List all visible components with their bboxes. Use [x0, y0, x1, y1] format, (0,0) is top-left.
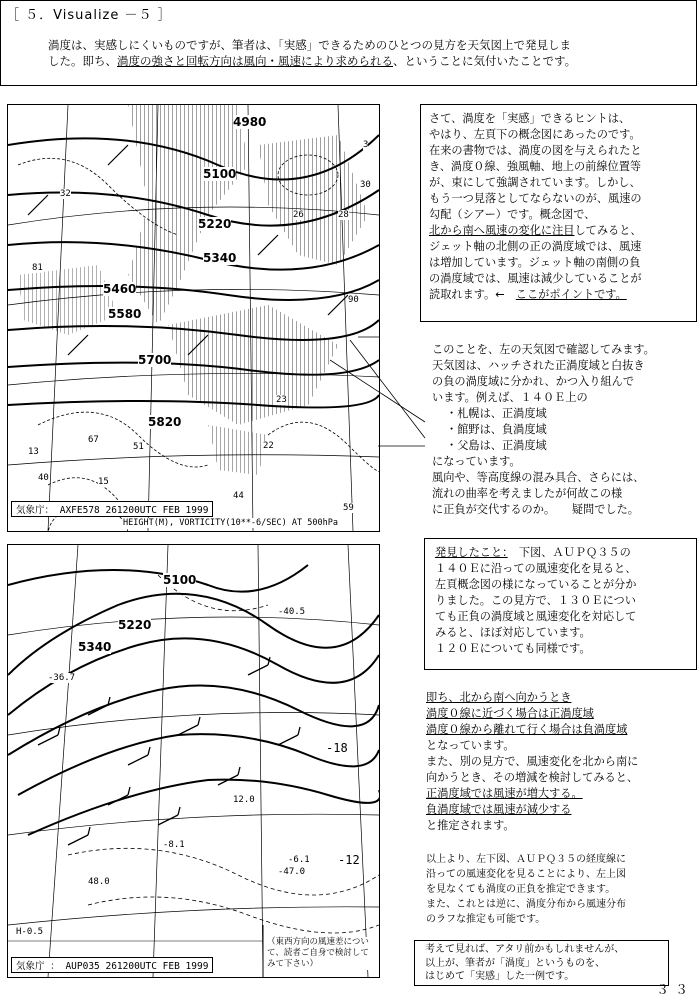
text-line: 正渦度域では風速が増大する。	[426, 787, 583, 800]
contour-label-5340: 5340	[78, 640, 112, 654]
text-line: 勾配（シアー）です。概念図で、	[429, 208, 596, 221]
discovery-text	[435, 545, 686, 657]
list-item: ・父島は、正渦度域	[446, 439, 547, 452]
underlined-phrase: ここがポイントです。	[515, 288, 627, 301]
text-line: また、別の見方で、風速変化を北から南に	[426, 755, 639, 768]
text-line: １４０Ｅに沿っての風速変化を見ると、	[435, 562, 637, 575]
map-number: 40	[38, 473, 49, 483]
text-line: 左頁概念図の様になっていることが分か	[435, 578, 637, 591]
text-line: さて、渦度を「実感」できるヒントは、	[429, 112, 631, 125]
text-line: やはり、左頁下の概念図にあったのです。	[429, 128, 641, 141]
text-line	[429, 223, 688, 239]
conclusion	[426, 690, 698, 834]
map-number: 51	[133, 442, 144, 452]
text-line: のラフな推定も可能です。	[426, 914, 546, 925]
list-item: ・館野は、負渦度域	[446, 423, 547, 436]
text-line: ても正負の渦度域と風速変化を対応して	[435, 610, 637, 623]
text-line: は増加しています。ジェット軸の南側の負	[429, 256, 641, 269]
text-line: き、渦度０線、強風軸、地上の前線位置等	[429, 160, 642, 173]
text-line: もう一つ見落としてならないのが、風速の	[429, 192, 642, 205]
text-line: 天気図は、ハッチされた正渦度域と白抜き	[432, 359, 645, 372]
header-text	[48, 37, 688, 69]
text-line: 以上より、左下図、ＡＵＰＱ３５の経度線に	[426, 854, 626, 865]
text-line: 以上が、筆者が「渦度」というものを、	[425, 957, 605, 969]
text-line: りました。この見方で、１３０Ｅについ	[435, 594, 636, 607]
text-line: １２０Ｅについても同様です。	[435, 642, 591, 655]
contour-label-5100: 5100	[163, 573, 197, 587]
list-item: ・札幌は、正渦度域	[446, 407, 547, 420]
text-line: 風向や、等高度線の混み具合、さらには、	[432, 471, 645, 484]
text-span: 読取れます。←	[429, 288, 516, 301]
header-line-2-pre: した。即ち、	[48, 54, 117, 68]
text-line: と推定されます。	[426, 819, 515, 832]
wind-value: -47.0	[278, 867, 306, 877]
map-number: 30	[360, 180, 371, 190]
contour-label-5700: 5700	[138, 353, 172, 367]
text-line: に正負が交代するのか。 疑問でした。	[432, 503, 639, 516]
wind-value: -8.1	[163, 840, 185, 850]
text-line: 即ち、北から南へ向かうとき	[426, 691, 572, 704]
wind-value: -18	[326, 741, 348, 755]
text-line	[435, 545, 686, 561]
header-line-2-post: 、ということに気付いたことです。	[393, 54, 577, 68]
page-number: ３３	[655, 983, 694, 998]
map-number: 13	[28, 447, 39, 457]
map-number: 22	[263, 441, 274, 451]
map-number: 32	[60, 189, 71, 199]
text-line: 在来の書物では、渦度の図を与えられたと	[429, 144, 642, 157]
closing-text	[425, 943, 658, 984]
closing-box	[414, 940, 669, 986]
text-line	[429, 287, 688, 303]
wind-value: -36.7	[48, 673, 76, 683]
text-line: はじめて「実感」した一例です。	[425, 971, 575, 982]
text-line: となっています。	[426, 739, 515, 752]
text-line: 向かうとき、その増減を検討してみると、	[426, 771, 639, 784]
text-line: 渦度０線から離れて行く場合は負渦度域	[426, 723, 628, 736]
underlined-phrase: 北から南へ風速の変化に注目	[429, 224, 575, 237]
hint-box-text	[429, 111, 688, 303]
text-line: ジェット軸の北側の正の渦度域では、風速	[429, 240, 642, 253]
wind-value: -40.5	[278, 607, 306, 617]
contour-label-5220: 5220	[198, 217, 232, 231]
map-number: 81	[32, 263, 43, 273]
text-line: 流れの曲率を考えましたが何故この様	[432, 487, 623, 500]
text-line: の渦度域では、風速は減少していることが	[429, 272, 642, 285]
contour-label-5220: 5220	[118, 618, 152, 632]
contour-label-5340: 5340	[203, 251, 237, 265]
map-number: 67	[88, 435, 99, 445]
text-line: を見なくても渦度の正負を推定できます。	[426, 884, 616, 895]
wind-value: 12.0	[233, 795, 255, 805]
header-line-2-underlined: 渦度の強さと回転方向は風向・風速により求められる	[117, 54, 393, 68]
text-line: 考えて見れば、アタリ前かもしれませんが、	[425, 944, 625, 955]
map-number: 59	[343, 503, 354, 513]
map-number: 28	[338, 210, 349, 220]
vorticity-map-500hpa	[7, 104, 380, 532]
header-line-2	[48, 53, 688, 69]
wind-value: -12	[338, 853, 360, 867]
contour-label-5820: 5820	[148, 415, 182, 429]
map-number: 15	[98, 477, 109, 487]
underlined-phrase: 発見したこと：	[435, 546, 508, 559]
text-line: また、これとは逆に、渦度分布から風速分布	[426, 899, 626, 910]
text-span: 下図、ＡＵＰＱ３５の	[507, 546, 631, 559]
hint-box	[420, 104, 697, 322]
text-line: このことを、左の天気図で確認してみます。	[432, 343, 655, 356]
map-number: 26	[293, 210, 304, 220]
text-line: 負渦度域では風速が減少する	[426, 803, 572, 816]
wind-map-drawing	[8, 545, 379, 977]
wind-value: H-0.5	[16, 927, 44, 937]
map-number: 44	[233, 491, 244, 501]
map-number: 90	[348, 295, 359, 305]
contour-label-4980: 4980	[233, 115, 267, 129]
contour-label-5100: 5100	[203, 167, 237, 181]
wind-value: -6.1	[288, 855, 310, 865]
wind-value: 48.0	[88, 877, 110, 887]
summary-note	[426, 852, 698, 927]
text-line: 渦度０線に近づく場合は正渦度域	[426, 707, 594, 720]
contour-label-5580: 5580	[108, 307, 142, 321]
map-bottom-source-label: 気象庁 ： AUP035 261200UTC FEB 1999	[11, 957, 213, 973]
text-line: の負の渦度域に分かれ、かつ入り組んで	[432, 375, 635, 388]
section-title: ［ ５．Visualize －５ ］	[6, 8, 172, 23]
wind-map-aupq35	[7, 544, 380, 978]
text-line: みると、ほぼ対応しています。	[435, 626, 591, 639]
discovery-box	[424, 538, 697, 670]
map-number: 3	[363, 140, 369, 150]
header-line-1: 渦度は、実感しにくいものですが、筆者は、「実感」できるためのひとつの見方を天気図上で発見しま	[48, 38, 572, 52]
map-number: 23	[276, 395, 287, 405]
vorticity-map-drawing	[8, 105, 379, 531]
map-top-caption: HEIGHT(M), VORTICITY(10**-6/SEC) AT 500hPa	[123, 518, 338, 528]
text-line: になっています。	[432, 455, 521, 468]
map-bottom-note: （東西方向の風速差について、読者ご自身で検討してみて下さい）	[267, 937, 377, 970]
map-top-source-label: 気象庁： AXFE578 261200UTC FEB 1999	[11, 501, 213, 517]
header-box	[0, 0, 697, 86]
text-line: 沿っての風速変化を見ることにより、左上図	[426, 869, 626, 880]
text-line: が、束にして強調されています。しかし、	[429, 176, 641, 189]
contour-label-5460: 5460	[103, 282, 137, 296]
map-explanation	[432, 342, 698, 518]
text-span: してみると、	[574, 224, 642, 237]
text-line: います。例えば、１４０Ｅ上の	[432, 391, 588, 404]
